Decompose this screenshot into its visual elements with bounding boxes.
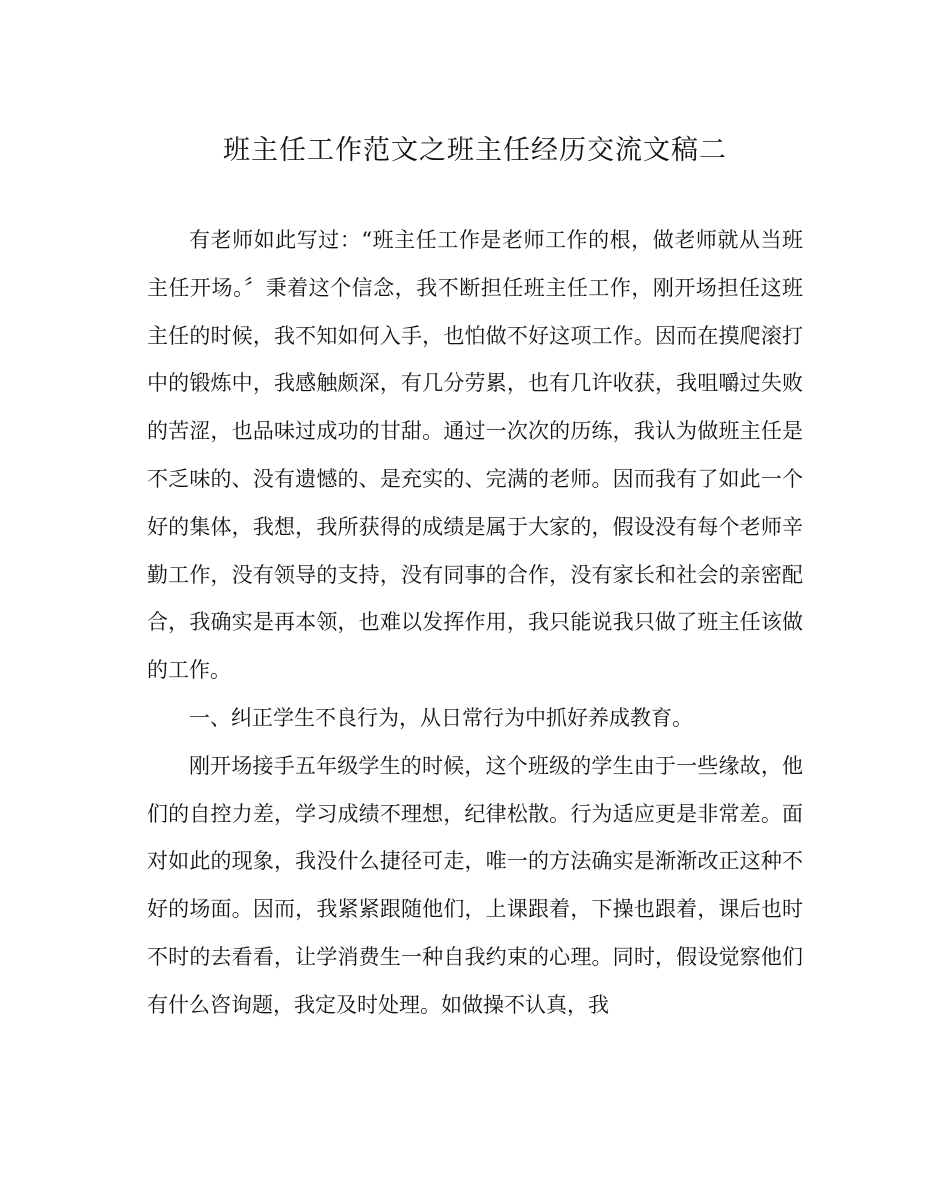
document-body <box>147 217 803 1030</box>
section-heading-1: 一、纠正学生不良行为，从日常行为中抓好养成教育。 <box>189 705 693 730</box>
paragraph-section-1: 刚开场接手五年级学生的时候，这个班级的学生由于一些缘故，他们的自控力差，学习成绩不理想，纪律松散。行为适应更是非常差。面对如此的现象，我没什么捷径可走，唯一的方法确实是渐渐改正这种不好的场面。因而，我紧紧跟随他们，上课跟着，下操也跟着，课后也时不时的去看看，让学消费生一种自我约束的心理。同时，假设觉察他们有什么咨询题，我定及时处理。如做操不认真，我 <box>147 753 803 1017</box>
document-title: 班主任工作范文之班主任经历交流文稿二 <box>223 135 727 166</box>
paragraph-intro: 有老师如此写过：“班主任工作是老师工作的根，做老师就从当班主任开场。〞秉着这个信念，我不断担任班主任工作，刚开场担任这班主任的时候，我不知如何入手，也怕做不好这项工作。因而在摸爬滚打中的锻炼中，我感触颇深，有几分劳累，也有几许收获，我咀嚼过失败的苦涩，也品味过成功的甘甜。通过一次次的历练，我认为做班主任是不乏味的、没有遗憾的、是充实的、完满的老师。因而我有了如此一个好的集体，我想，我所获得的成绩是属于大家的，假设没有每个老师辛勤工作，没有领导的支持，没有同事的合作，没有家长和社会的亲密配合，我确实是再本领，也难以发挥作用，我只能说我只做了班主任该做的工作。 <box>147 228 803 683</box>
